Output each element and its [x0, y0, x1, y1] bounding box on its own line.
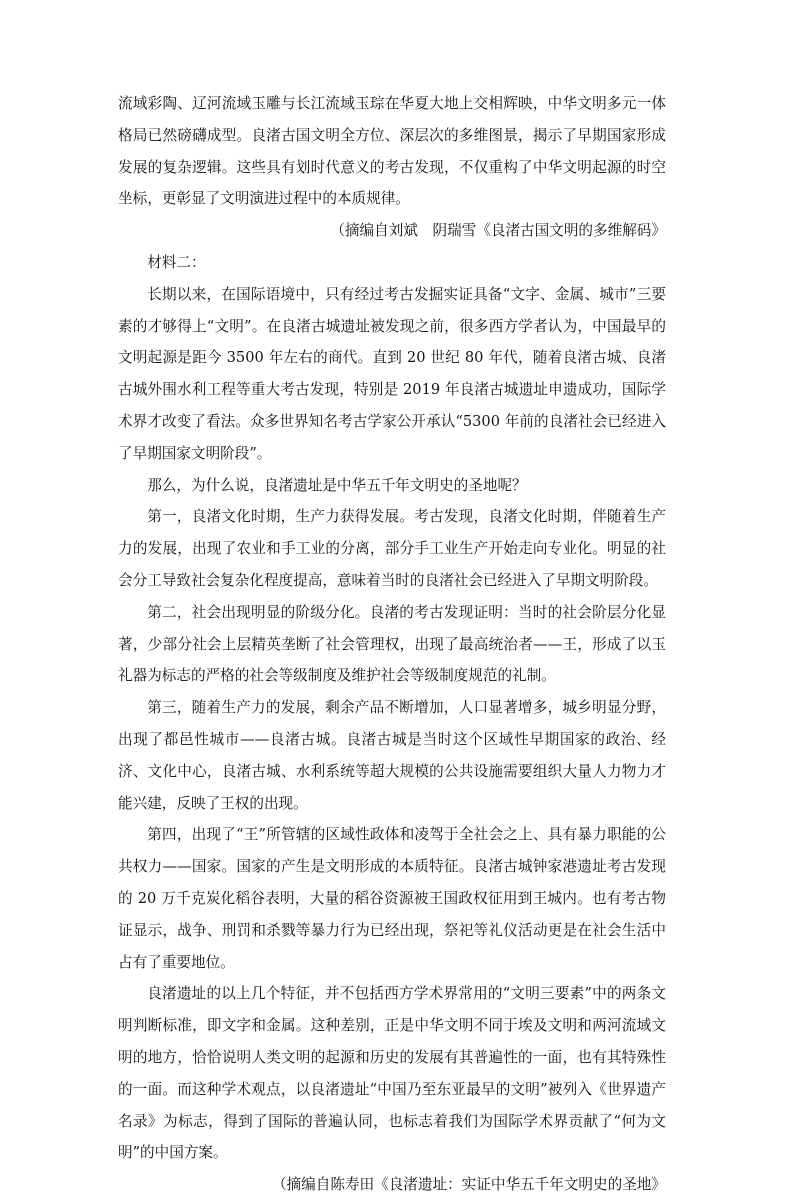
paragraph-6: 第四，出现了“王”所管辖的区域性政体和凌驾于全社会之上、具有暴力职能的公共权力——国家。国家的产生是文明形成的本质特征。良渚古城钟家港遗址考古发现的 20 万千克炭化稻谷表明，大量的稻谷资源被王国政权征用到王城内。也有考古物证显示，战争、刑罚和杀戮等暴力行为已经出现，祭祀等礼仪活动更是在社会生活中占有了重要地位。 [118, 826, 666, 971]
paragraph-4: 第二，社会出现明显的阶级分化。良渚的考古发现证明：当时的社会阶层分化显著，少部分社会上层精英垄断了社会管理权，出现了最高统治者——王，形成了以玉礼器为标志的严格的社会等级制度及维护社会等级制度规范的礼制。 [118, 603, 666, 685]
paragraph-1: 长期以来，在国际语境中，只有经过考古发掘实证具备“文字、金属、城市”三要素的才够得上“文明”。在良渚古城遗址被发现之前，很多西方学者认为，中国最早的文明起源是距今 3500 年左右的商代。直到 20 世纪 80 年代，随着良渚古城、良渚古城外围水利工程等重大考古发现，特别是 2019 年良渚古城遗址申遗成功，国际学术界才改变了看法。众多世界知名考古学家公开承认“5300 年前的良渚社会已经进入了早期国家文明阶段”。 [118, 285, 666, 462]
paragraph-7: 良渚遗址的以上几个特征，并不包括西方学术界常用的“文明三要素”中的两条文明判断标准，即文字和金属。这种差别，正是中华文明不同于埃及文明和两河流域文明的地方，恰恰说明人类文明的起源和历史的发展有其普遍性的一面，也有其特殊性的一面。而这种学术观点，以良渚遗址“中国乃至东亚最早的文明”被列入《世界遗产名录》为标志，得到了国际的普遍认同，也标志着我们为国际学术界贡献了“何为文明”的中国方案。 [118, 985, 666, 1162]
material1-tail-paragraph: 流域彩陶、辽河流域玉雕与长江流域玉琮在华夏大地上交相辉映，中华文明多元一体格局已然磅礴成型。良渚古国文明全方位、深层次的多维图景，揭示了早期国家形成发展的复杂逻辑。这些具有划时代意义的考古发现，不仅重构了中华文明起源的时空坐标，更彰显了文明演进过程中的本质规律。 [118, 95, 666, 208]
source-citation-1: （摘编自刘斌 阴瑞雪《良渚古国文明的多维解码》 [330, 222, 666, 240]
source-citation-2: （摘编自陈寿田《良渚遗址：实证中华五千年文明史的圣地》 [271, 1176, 666, 1194]
paragraph-5: 第三，随着生产力的发展，剩余产品不断增加，人口显著增多，城乡明显分野，出现了都邑性城市——良渚古城。良渚古城是当时这个区域性早期国家的政治、经济、文化中心，良渚古城、水利系统等超大规模的公共设施需要组织大量人力物力才能兴建，反映了王权的出现。 [118, 699, 666, 812]
paragraph-2: 那么，为什么说，良渚遗址是中华五千年文明史的圣地呢？ [147, 476, 527, 494]
paragraph-3: 第一，良渚文化时期，生产力获得发展。考古发现，良渚文化时期，伴随着生产力的发展，出现了农业和手工业的分离，部分手工业生产开始走向专业化。明显的社会分工导致社会复杂化程度提高，意味着当时的良渚社会已经进入了早期文明阶段。 [118, 508, 666, 589]
material2-heading: 材料二： [147, 253, 206, 271]
document-page [118, 88, 666, 1201]
